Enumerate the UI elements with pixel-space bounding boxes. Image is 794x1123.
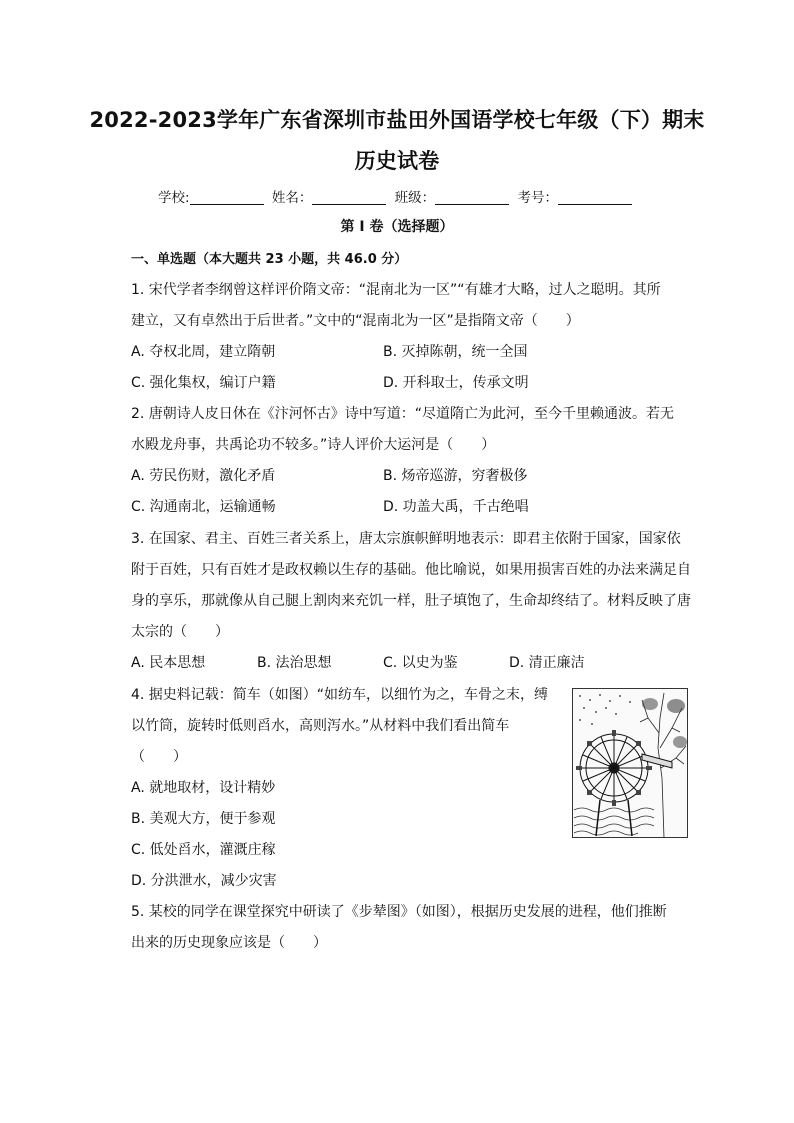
q2-option-a: A. 劳民伤财，激化矛盾 xyxy=(131,468,276,484)
school-label: 学校: xyxy=(158,190,190,206)
q3-stem-line4: 太宗的（ ） xyxy=(131,624,229,640)
q2-option-d: D. 功盖大禹，千古绝唱 xyxy=(383,499,529,515)
exam-number-label: 考号： xyxy=(517,190,558,206)
q1-stem-line2: 建立，又有卓然出于后世者。”文中的“混南北为一区”是指隋文帝（ ） xyxy=(131,313,580,329)
q3-option-a: A. 民本思想 xyxy=(131,655,206,671)
q2-option-c: C. 沟通南北，运输通畅 xyxy=(131,499,276,515)
q3-stem-line3: 身的享乐，那就像从自己腿上割肉来充饥一样，肚子填饱了，生命却终结了。材料反映了唐 xyxy=(131,593,691,609)
student-info-row xyxy=(0,186,794,206)
q1-stem-line1: 1. 宋代学者李纲曾这样评价隋文帝：“混南北为一区”“有雄才大略，过人之聪明。其所 xyxy=(131,282,661,298)
q3-stem-line2: 附于百姓，只有百姓才是政权赖以生存的基础。他比喻说，如果用损害百姓的办法来满足自 xyxy=(131,562,691,578)
q2-stem-line1: 2. 唐朝诗人皮日休在《汴河怀古》诗中写道：“尽道隋亡为此河，至今千里赖通波。若无 xyxy=(131,406,675,422)
q4-option-b: B. 美观大方，便于参观 xyxy=(131,811,276,827)
q1-option-b: B. 灭掉陈朝，统一全国 xyxy=(383,344,528,360)
name-label: 姓名： xyxy=(271,190,313,206)
name-blank xyxy=(312,190,386,205)
school-blank xyxy=(190,190,264,205)
exam-title-line2: 历史试卷 xyxy=(354,149,440,173)
q3-option-c: C. 以史为鉴 xyxy=(383,655,458,671)
q5-stem-line1: 5. 某校的同学在课堂探究中研读了《步辇图》（如图），根据历史发展的进程，他们推断 xyxy=(131,904,667,920)
q5-stem-line2: 出来的历史现象应该是（ ） xyxy=(131,935,327,951)
q4-option-a: A. 就地取材，设计精妙 xyxy=(131,780,276,796)
volume-heading: 第 I 卷（选择题） xyxy=(340,219,454,235)
q3-option-b: B. 法治思想 xyxy=(257,655,332,671)
q3-option-d: D. 清正廉洁 xyxy=(509,655,585,671)
q1-option-c: C. 强化集权，编订户籍 xyxy=(131,375,276,391)
q4-option-c: C. 低处舀水，灌溉庄稼 xyxy=(131,842,276,858)
q2-option-b: B. 炀帝巡游，穷奢极侈 xyxy=(383,468,528,484)
section-heading: 一、单选题（本大题共 23 小题，共 46.0 分） xyxy=(131,252,408,267)
exam-number-blank xyxy=(558,190,632,205)
q4-stem-line2: 以竹筒，旋转时低则舀水，高则泻水。”从材料中我们看出简车 xyxy=(131,718,510,734)
q1-option-a: A. 夺权北周，建立隋朝 xyxy=(131,344,276,360)
class-blank xyxy=(435,190,509,205)
class-label: 班级： xyxy=(394,190,436,206)
q4-option-d: D. 分洪泄水，减少灾害 xyxy=(131,873,277,889)
exam-title-line1: 2022-2023学年广东省深圳市盐田外国语学校七年级（下）期末 xyxy=(89,108,705,132)
q1-option-d: D. 开科取士，传承文明 xyxy=(383,375,529,391)
q2-stem-line2: 水殿龙舟事，共禹论功不较多。”诗人评价大运河是（ ） xyxy=(131,437,496,453)
q4-stem-line3: （ ） xyxy=(131,749,187,765)
water-wheel-illustration xyxy=(572,688,688,838)
q4-stem-line1: 4. 据史料记载：简车（如图）“如纺车，以细竹为之，车骨之末，缚 xyxy=(131,687,549,703)
q3-stem-line1: 3. 在国家、君主、百姓三者关系上，唐太宗旗帜鲜明地表示：即君主依附于国家，国家依 xyxy=(131,531,681,547)
